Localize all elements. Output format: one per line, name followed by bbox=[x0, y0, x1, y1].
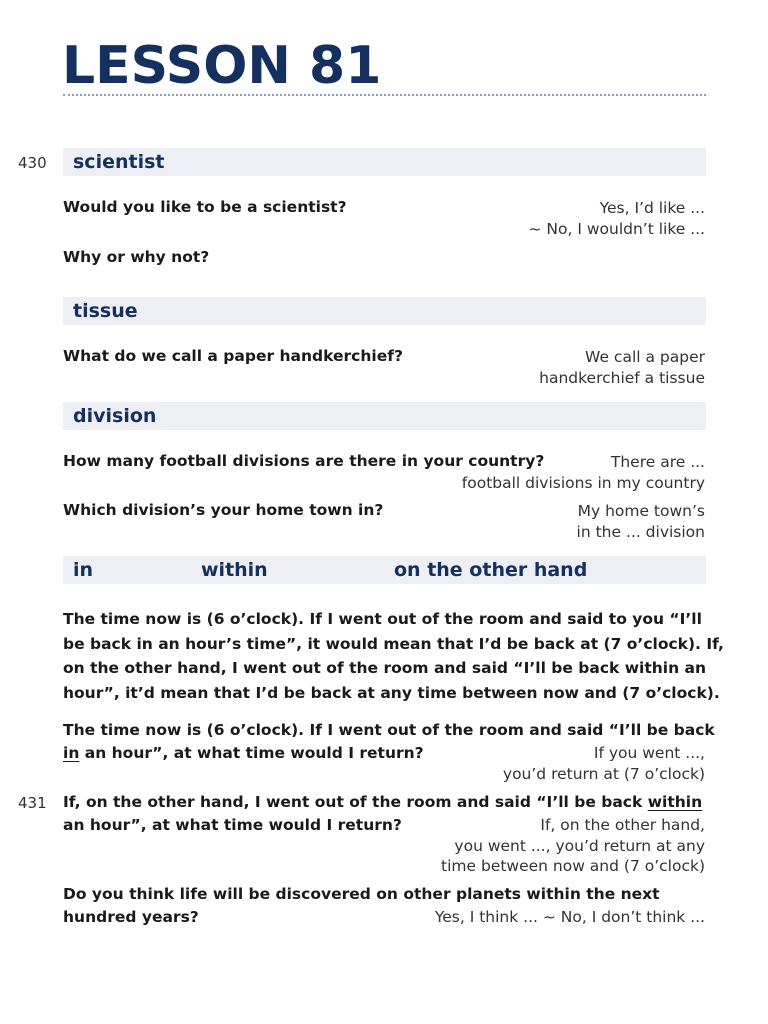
section-heading: tissue bbox=[73, 300, 138, 322]
answer-line: If, on the other hand, bbox=[540, 816, 705, 834]
answer-line: Yes, I’d like ... bbox=[599, 199, 705, 217]
answer bbox=[503, 743, 705, 784]
question: How many football divisions are there in your country? bbox=[63, 452, 545, 470]
title-divider bbox=[63, 94, 706, 96]
answer-line: My home town’s bbox=[577, 502, 705, 520]
section-heading-in: in bbox=[73, 559, 94, 581]
section-heading: scientist bbox=[73, 151, 165, 173]
answer bbox=[528, 198, 705, 239]
explanation-line: The time now is (6 o’clock). If I went out of the room and said to you “I’ll bbox=[63, 610, 702, 628]
answer-line: Yes, I think ... ~ No, I don’t think ... bbox=[434, 908, 705, 926]
question-line: an hour”, at what time would I return? bbox=[63, 816, 402, 834]
page-title: LESSON 81 bbox=[62, 36, 382, 96]
answer-line: ~ No, I wouldn’t like ... bbox=[528, 219, 705, 238]
answer bbox=[441, 815, 705, 877]
section-header-division bbox=[63, 402, 706, 430]
explanation-line: hour”, it’d mean that I’d be back at any time between now and (7 o’clock). bbox=[63, 683, 720, 702]
answer-line: handkerchief a tissue bbox=[539, 368, 705, 387]
answer bbox=[462, 452, 705, 493]
section-header-scientist bbox=[63, 148, 706, 176]
answer-line: in the ... division bbox=[576, 522, 705, 541]
question-line: hundred years? bbox=[63, 908, 199, 926]
paragraph-number-431: 431 bbox=[18, 794, 47, 812]
answer bbox=[435, 907, 705, 928]
explanation-line: be back in an hour’s time”, it would mean that I’d be back at (7 o’clock). If, bbox=[63, 634, 724, 653]
question: Would you like to be a scientist? bbox=[63, 198, 347, 216]
section-header-in-within bbox=[63, 556, 706, 584]
underlined-word-in: in bbox=[63, 744, 80, 762]
question: Why or why not? bbox=[63, 248, 210, 266]
question-line: Do you think life will be discovered on other planets within the next bbox=[63, 885, 660, 903]
answer-line: you’d return at (7 o’clock) bbox=[502, 764, 705, 783]
answer-line: time between now and (7 o’clock) bbox=[441, 857, 705, 875]
section-heading-within: within bbox=[201, 559, 268, 581]
explanation-line: on the other hand, I went out of the room and said “I’ll be back within an bbox=[63, 659, 707, 677]
question: What do we call a paper handkerchief? bbox=[63, 347, 403, 365]
question-line: The time now is (6 o’clock). If I went out of the room and said “I’ll be back bbox=[63, 721, 715, 739]
question-text: an hour”, at what time would I return? bbox=[79, 744, 424, 762]
section-heading-other-hand: on the other hand bbox=[394, 559, 588, 581]
answer-line: you went ..., you’d return at any bbox=[454, 836, 705, 855]
question: Which division’s your home town in? bbox=[63, 501, 384, 519]
explanation-paragraph bbox=[63, 607, 724, 705]
answer-line: If you went ..., bbox=[593, 744, 705, 762]
question-text: If, on the other hand, I went out of the room and said “I’ll be back bbox=[63, 793, 648, 811]
answer bbox=[539, 347, 705, 388]
underlined-word-within: within bbox=[647, 793, 703, 811]
answer-line: There are ... bbox=[610, 453, 705, 471]
paragraph-number-430: 430 bbox=[18, 154, 47, 172]
answer-line: football divisions in my country bbox=[461, 473, 705, 492]
section-heading: division bbox=[73, 405, 157, 427]
answer-line: We call a paper bbox=[585, 348, 705, 366]
section-header-tissue bbox=[63, 297, 706, 325]
answer bbox=[577, 501, 705, 542]
question-line bbox=[63, 791, 702, 814]
